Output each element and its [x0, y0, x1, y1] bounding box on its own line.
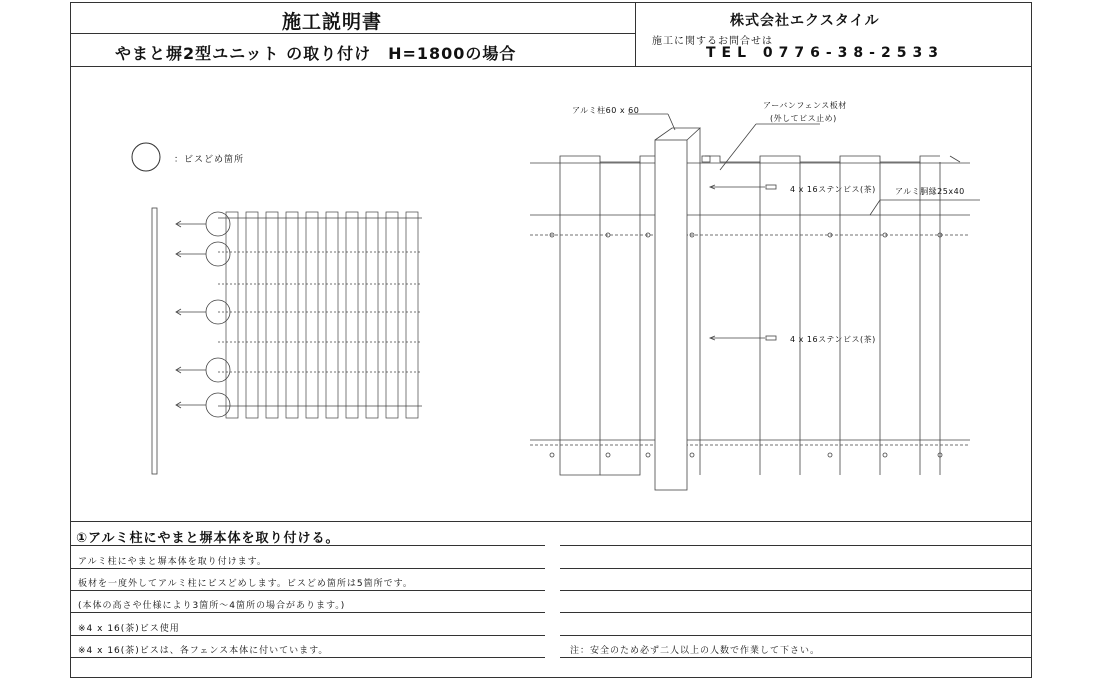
row-line [70, 657, 545, 658]
instruction-line: ※4 x 16(茶)ビスは、各フェンス本体に付いています。 [78, 646, 329, 656]
company-name: 株式会社エクスタイル [730, 13, 880, 29]
instructions-top-border [70, 521, 1032, 522]
step-title: ①アルミ柱にやまと塀本体を取り付ける。 [76, 531, 340, 546]
header-bottom-border [70, 66, 1032, 67]
legend-label: ：ビスどめ箇所 [174, 155, 245, 165]
label-aluminum-post: アルミ柱60 x 60 [572, 106, 640, 115]
row-line [70, 635, 545, 636]
screw-point-legend-icon [128, 140, 168, 176]
label-screw-upper: 4 x 16ステンビス(茶) [790, 185, 876, 194]
instruction-line: アルミ柱にやまと塀本体を取り付けます。 [78, 557, 267, 567]
phone-number: TEL 0776-38-2533 [706, 45, 944, 61]
document-title: 施工説明書 [282, 11, 383, 33]
fence-panel-diagram [140, 200, 440, 480]
label-screw-lower: 4 x 16ステンビス(茶) [790, 335, 876, 344]
document-subtitle: やまと塀2型ユニット の取り付け H=1800の場合 [115, 44, 517, 63]
row-line [560, 545, 1032, 546]
instruction-line: 板材を一度外してアルミ柱にビスどめします。ビスどめ箇所は5箇所です。 [78, 579, 413, 589]
post-assembly-diagram [520, 90, 1020, 500]
post-outline [152, 208, 157, 474]
row-line [560, 635, 1032, 636]
safety-caution: 注：安全のため必ず二人以上の人数で作業して下さい。 [570, 646, 821, 656]
header-column-divider [635, 2, 636, 66]
row-line [70, 612, 545, 613]
label-fence-board: アーバンフェンス板材 [763, 101, 847, 110]
label-fence-board-note: (外してビス止め) [770, 114, 837, 123]
row-line [70, 590, 545, 591]
row-line [560, 568, 1032, 569]
instruction-line: ※4 x 16(茶)ビス使用 [78, 624, 180, 634]
contact-label: 施工に関するお問合せは [652, 36, 773, 47]
label-aluminum-rail: アルミ胴縁25x40 [895, 187, 965, 196]
row-line [560, 612, 1032, 613]
row-line [560, 590, 1032, 591]
row-line [560, 657, 1032, 658]
instruction-line: (本体の高さや仕様により3箇所～4箇所の場合があります。) [78, 601, 346, 611]
row-line [70, 568, 545, 569]
